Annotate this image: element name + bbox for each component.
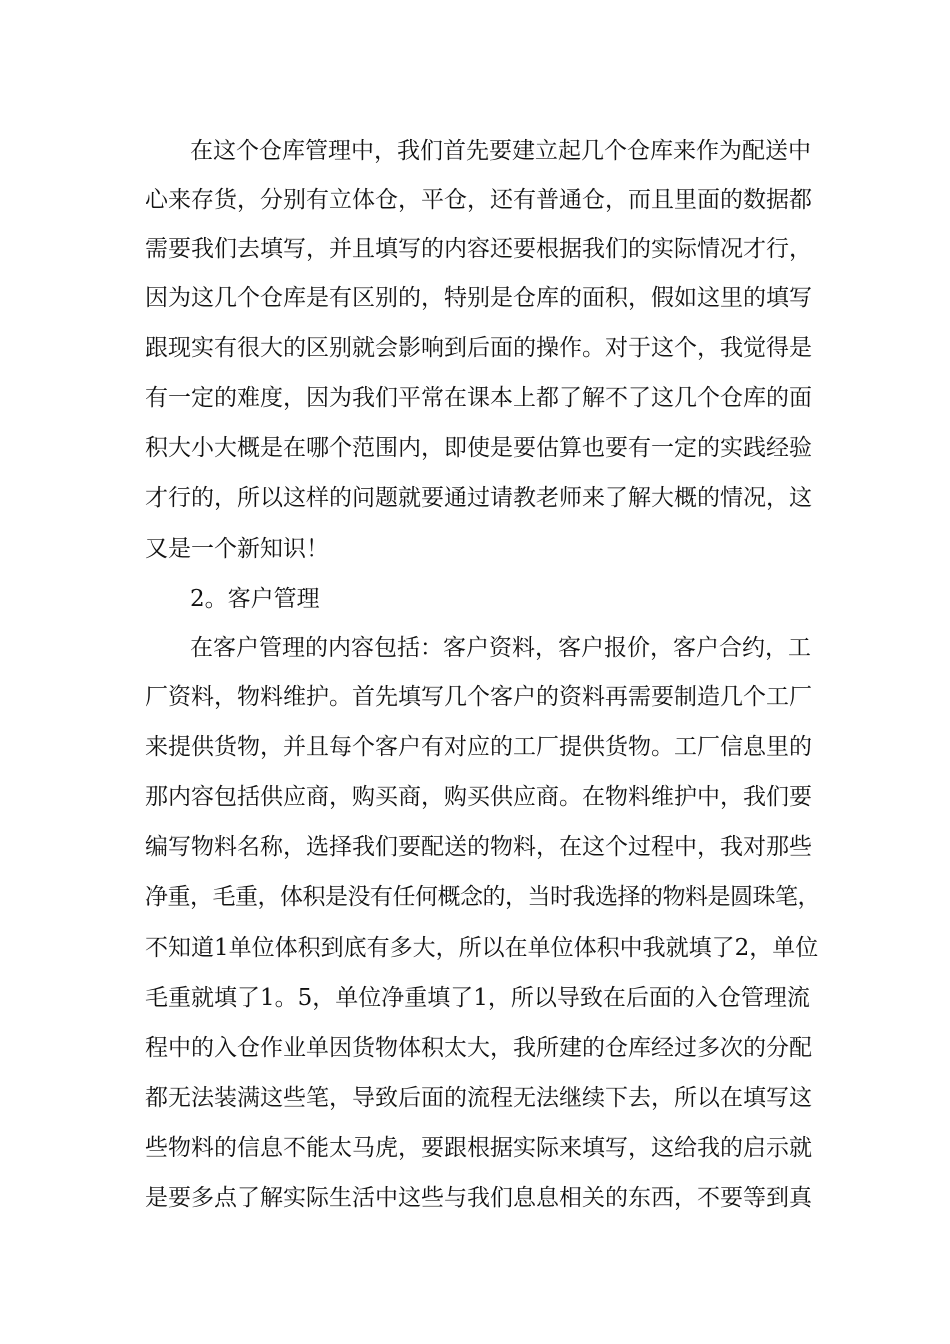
text-line: 都无法装满这些笔，导致后面的流程无法继续下去，所以在填写这 [145,1085,812,1111]
text-line: 些物料的信息不能太马虎，要跟根据实际来填写，这给我的启示就 [145,1135,812,1161]
text-line: 在客户管理的内容包括：客户资料，客户报价，客户合约，工 [190,635,811,661]
text-line: 才行的，所以这样的问题就要通过请教老师来了解大概的情况，这 [145,485,812,511]
text-line: 那内容包括供应商，购买商，购买供应商。在物料维护中，我们要 [145,784,812,810]
section-heading: 2。客户管理 [190,586,320,612]
text-line: 厂资料，物料维护。首先填写几个客户的资料再需要制造几个工厂 [145,684,812,710]
text-line: 编写物料名称，选择我们要配送的物料，在这个过程中，我对那些 [145,834,812,860]
text-line: 是要多点了解实际生活中这些与我们息息相关的东西，不要等到真 [145,1185,812,1211]
text-line: 程中的入仓作业单因货物体积太大，我所建的仓库经过多次的分配 [145,1035,812,1061]
text-line: 需要我们去填写，并且填写的内容还要根据我们的实际情况才行， [145,236,812,262]
text-line: 净重，毛重，体积是没有任何概念的，当时我选择的物料是圆珠笔， [145,884,820,910]
text-line: 来提供货物，并且每个客户有对应的工厂提供货物。工厂信息里的 [145,734,812,760]
text-line: 毛重就填了1。5，单位净重填了1，所以导致在后面的入仓管理流 [145,985,810,1011]
text-line: 在这个仓库管理中，我们首先要建立起几个仓库来作为配送中 [190,138,811,164]
text-line: 心来存货，分别有立体仓，平仓，还有普通仓，而且里面的数据都 [145,187,812,213]
text-line: 因为这几个仓库是有区别的，特别是仓库的面积，假如这里的填写 [145,285,812,311]
text-line: 不知道1单位体积到底有多大，所以在单位体积中我就填了2，单位 [145,935,819,961]
text-line: 有一定的难度，因为我们平常在课本上都了解不了这几个仓库的面 [145,385,812,411]
text-line: 跟现实有很大的区别就会影响到后面的操作。对于这个，我觉得是 [145,335,812,361]
text-line: 积大小大概是在哪个范围内，即使是要估算也要有一定的实践经验 [145,435,812,461]
text-line: 又是一个新知识！ [145,536,329,562]
